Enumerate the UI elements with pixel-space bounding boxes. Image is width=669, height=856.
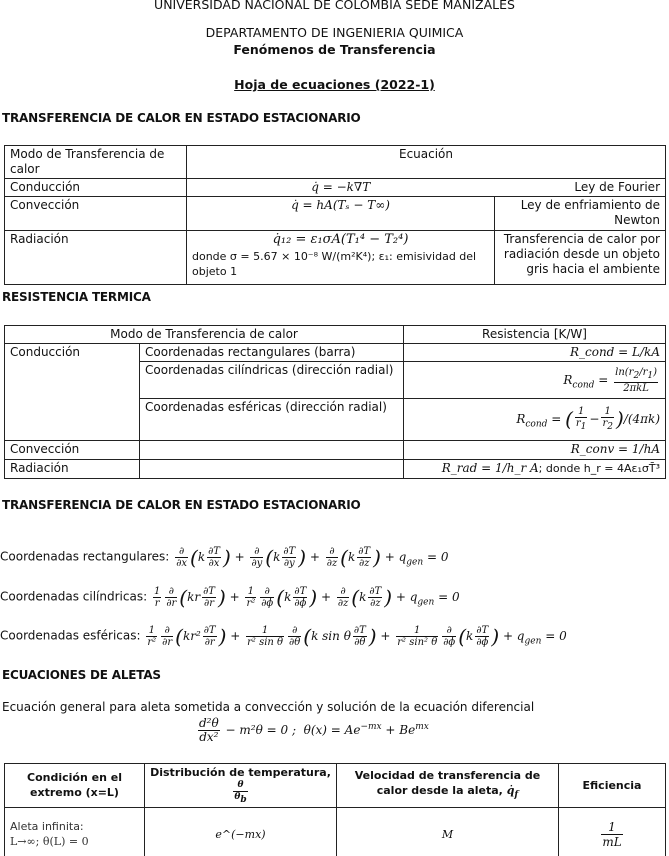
- res-rad-cell: [404, 460, 666, 479]
- eq-cyl-label: Coordenadas cilíndricas:: [0, 589, 148, 604]
- res-sph: Coordenadas esféricas (dirección radial): [140, 399, 404, 441]
- section3-title: TRANSFERENCIA DE CALOR EN ESTADO ESTACIONARIO: [2, 498, 361, 512]
- radiation-note: donde σ = 5.67 × 10⁻⁸ W/(m²K⁴); ε₁: emisividad del objeto 1: [192, 250, 477, 278]
- fin-col-rate: Velocidad de transferencia de calor desde la aleta, $q̇_f$: [337, 764, 559, 808]
- res-cyl: Coordenadas cilíndricas (dirección radial): [140, 362, 404, 399]
- fin-col-temp: Distribución de temperatura, $\frac{\theta}{\theta_b}$: [145, 764, 337, 808]
- fin-row1-eff: $\frac{1}{mL}$: [559, 807, 666, 856]
- fin-row1-condition: Aleta infinita: L→∞; θ(L) = 0: [5, 807, 145, 856]
- res-convection: Convección: [5, 441, 140, 460]
- row-conduction-mode: Conducción: [5, 179, 187, 197]
- university-title: UNIVERSIDAD NACIONAL DE COLOMBIA SEDE MANIZALES: [154, 0, 515, 12]
- eq-rect-label: Coordenadas rectangulares:: [0, 549, 170, 564]
- res-col-mode: Modo de Transferencia de calor: [5, 326, 404, 344]
- eq-sph-label: Coordenadas esféricas:: [0, 628, 141, 643]
- section2-title: RESISTENCIA TERMICA: [2, 290, 151, 304]
- section1-title: TRANSFERENCIA DE CALOR EN ESTADO ESTACIONARIO: [2, 111, 361, 125]
- sheet-title: Hoja de ecuaciones (2022-1): [234, 77, 435, 92]
- res-col-resistance: Resistencia [K/W]: [404, 326, 666, 344]
- res-sph-eq: $R_{cond}$ = ( $\frac{1}{r_1}$ − $\frac{1}{r_2}$ )/(4πk): [404, 399, 666, 441]
- course-title: Fenómenos de Transferencia: [233, 42, 436, 57]
- eq-sph: Coordenadas esféricas: $\frac{1}{\text{r²}}$ $\frac{\partial}{\partial r}$ (kr² $\frac{\partial T}{\partial r}$ ) + $\frac{1}{\text{r² sin θ}}$ $\frac{\partial}{\partial\theta}$ (k sin θ $\frac{\partial T}{\partial\theta}$ ) + $\frac{1}{\text{r² sin² θ}}$ $\frac{\partial}{\partial\phi}$ (k $\frac{\partial T}{\partial\phi}$ ) + $q_{gen} = 0$: [0, 624, 567, 648]
- newton-law: Ley de enfriamiento de Newton: [495, 197, 666, 231]
- eq-rect: Coordenadas rectangulares: $\frac{\partial}{\partial x}$ (k $\frac{\partial T}{\partial x}$ ) + $\frac{\partial}{\partial y}$ (k $\frac{\partial T}{\partial y}$ ) + $\frac{\partial}{\partial z}$ (k $\frac{\partial T}{\partial z}$ ) + $q_{gen} = 0$: [0, 545, 449, 569]
- fourier-equation: q̇ = −k∇T: [187, 179, 495, 197]
- fin-equation: $\frac{\text{d²θ}}{\text{dx²}}$ − m²θ = 0 ; $\theta(x) = Ae^{-mx} + Be^{mx}$: [199, 716, 429, 744]
- row-convection-mode: Convección: [5, 197, 187, 231]
- res-rad-note: ; donde h_r = 4Aε₁σT̄³: [538, 462, 660, 475]
- fin-row1-temp: e^(−mx): [145, 807, 337, 856]
- resistance-table: [4, 325, 666, 479]
- res-conduction: Conducción: [5, 344, 140, 441]
- eq-cyl: Coordenadas cilíndricas: $\frac{1}{r}$ $\frac{\partial}{\partial r}$ (kr $\frac{\partial T}{\partial r}$ ) + $\frac{1}{\text{r²}}$ $\frac{\partial}{\partial\phi}$ (k $\frac{\partial T}{\partial\phi}$ ) + $\frac{\partial}{\partial z}$ (k $\frac{\partial T}{\partial z}$ ) + $q_{gen} = 0$: [0, 585, 460, 609]
- col-equation-header: Ecuación: [187, 146, 666, 179]
- res-rad-eq: R_rad = 1/h_r A: [441, 461, 539, 475]
- row-radiation-mode: Radiación: [5, 231, 187, 285]
- department-title: DEPARTAMENTO DE INGENIERIA QUIMICA: [205, 25, 464, 40]
- fin-row1-rate: M: [337, 807, 559, 856]
- fourier-law: Ley de Fourier: [495, 179, 666, 197]
- res-rect: Coordenadas rectangulares (barra): [140, 344, 404, 362]
- res-rect-eq: R_cond = L/kA: [404, 344, 666, 362]
- newton-equation: q̇ = hA(Tₛ − T∞): [187, 197, 495, 231]
- res-radiation: Radiación: [5, 460, 140, 479]
- col-mode-header: Modo de Transferencia de calor: [5, 146, 187, 179]
- radiation-equation: q̇₁₂ = ε₁σA(T₁⁴ − T₂⁴): [272, 232, 409, 247]
- section4-title: ECUACIONES DE ALETAS: [2, 668, 161, 682]
- fin-col-efficiency: Eficiencia: [559, 764, 666, 808]
- heat-transfer-table: [4, 145, 666, 285]
- res-conv-eq: R_conv = 1/hA: [404, 441, 666, 460]
- res-cyl-eq: $R_{cond}$ = $\frac{\ln(r_2/r_1)}{\text{2πkL}}$: [404, 362, 666, 399]
- fin-col-condition: Condición en el extremo (x=L): [5, 764, 145, 808]
- fin-intro: Ecuación general para aleta sometida a convección y solución de la ecuación diferencial: [2, 700, 535, 714]
- radiation-law: Transferencia de calor por radiación desde un objeto gris hacia el ambiente: [495, 231, 666, 285]
- fin-table: [4, 763, 666, 856]
